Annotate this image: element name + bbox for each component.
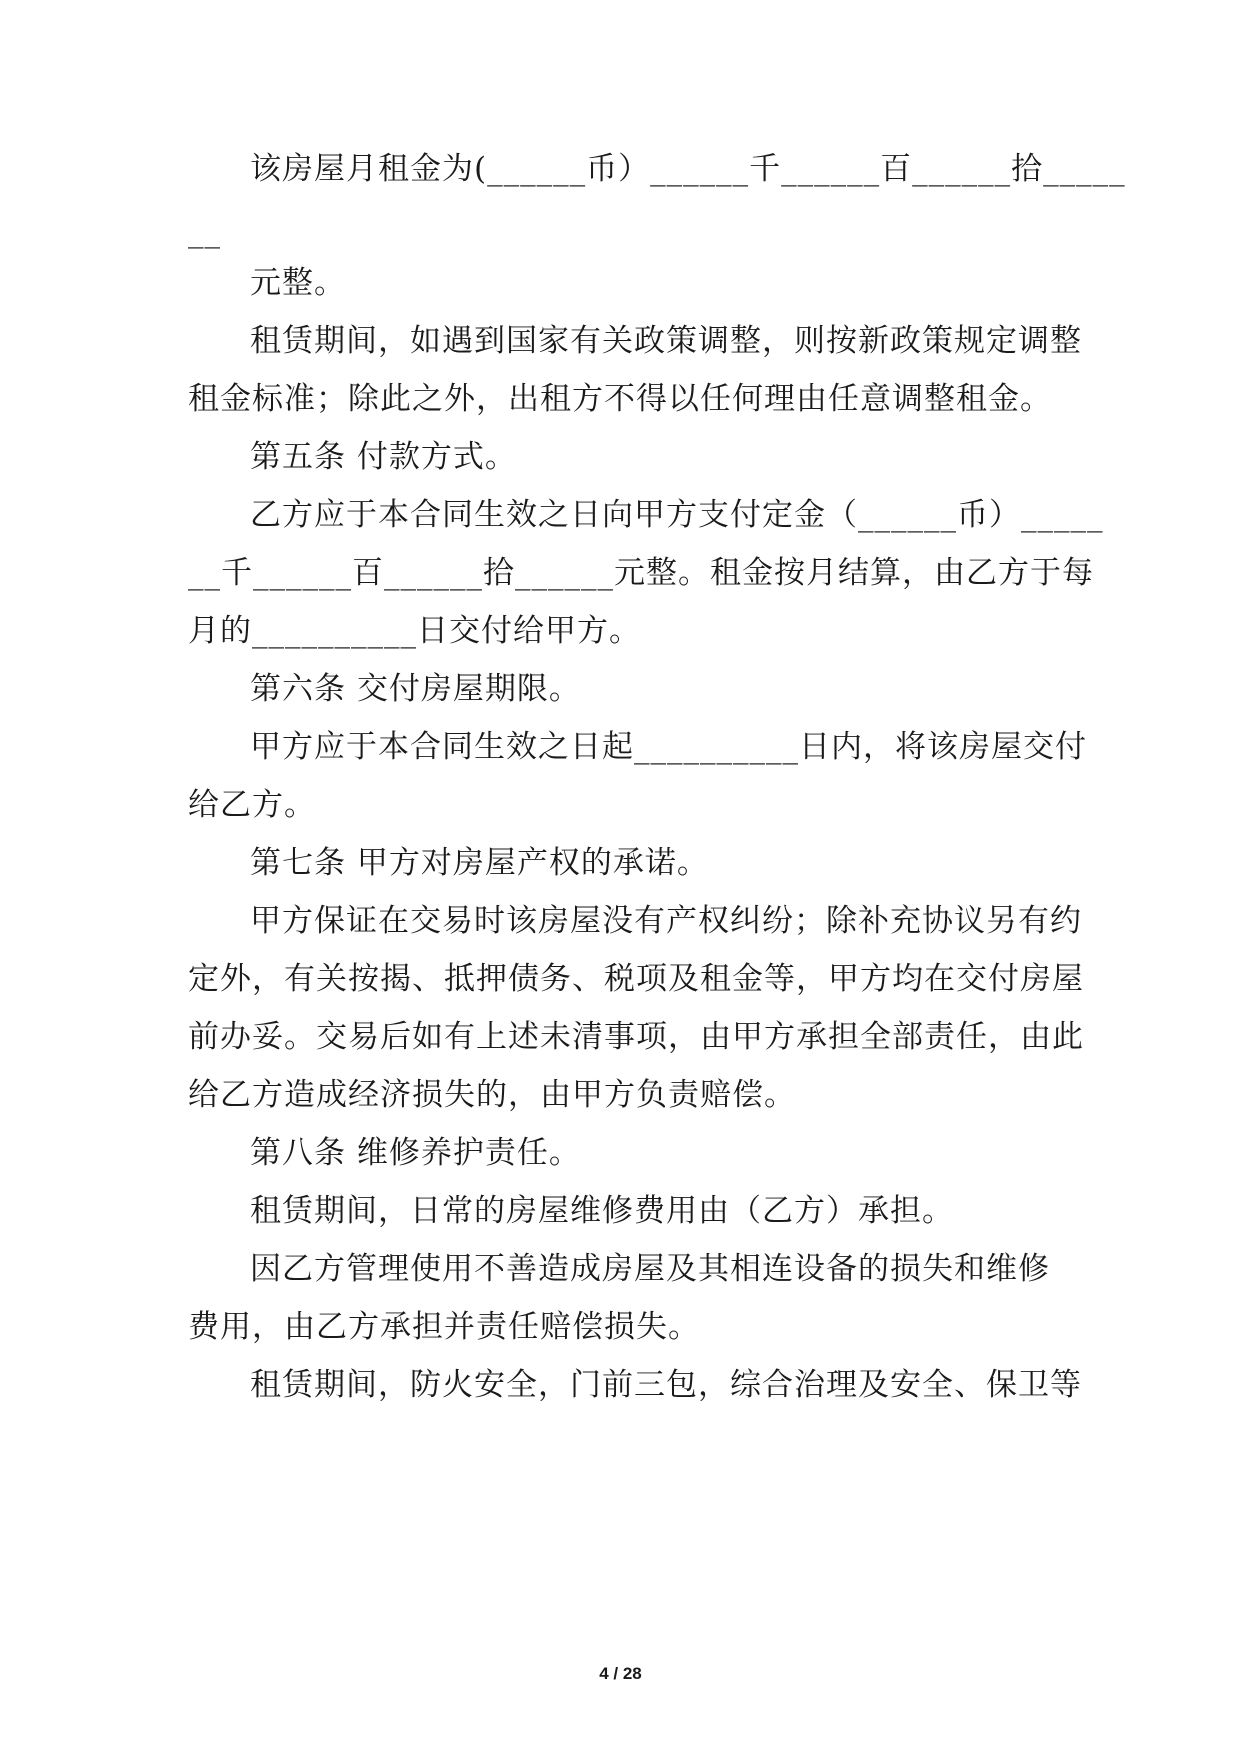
text-line: 月的__________日交付给甲方。 xyxy=(188,613,641,649)
text-line: 因乙方管理使用不善造成房屋及其相连设备的损失和维修 xyxy=(250,1251,1050,1287)
text-line: 给乙方。 xyxy=(188,787,316,823)
text-line: 该房屋月租金为(______币）______千______百______拾_____ xyxy=(250,151,1126,187)
text-line: 租赁期间，防火安全，门前三包，综合治理及安全、保卫等 xyxy=(250,1367,1082,1403)
section-heading: 第八条 维修养护责任。 xyxy=(250,1135,581,1171)
section-heading: 第五条 付款方式。 xyxy=(250,439,517,475)
text-line: 给乙方造成经济损失的，由甲方负责赔偿。 xyxy=(188,1077,796,1113)
text-line: __ xyxy=(188,213,221,249)
text-line: 前办妥。交易后如有上述未清事项，由甲方承担全部责任，由此 xyxy=(188,1019,1084,1055)
text-line: 租赁期间，日常的房屋维修费用由（乙方）承担。 xyxy=(250,1193,954,1229)
section-heading: 第六条 交付房屋期限。 xyxy=(250,671,581,707)
text-line: 定外，有关按揭、抵押债务、税项及租金等，甲方均在交付房屋 xyxy=(188,961,1084,997)
text-line: 元整。 xyxy=(250,265,346,301)
text-line: 费用，由乙方承担并责任赔偿损失。 xyxy=(188,1309,700,1345)
text-line: 乙方应于本合同生效之日向甲方支付定金（______币）_____ xyxy=(250,497,1104,533)
text-line: 甲方保证在交易时该房屋没有产权纠纷；除补充协议另有约 xyxy=(250,903,1082,939)
text-line: 甲方应于本合同生效之日起__________日内，将该房屋交付 xyxy=(250,729,1087,765)
page-number: 4 / 28 xyxy=(599,1664,642,1683)
text-line: 租金标准；除此之外，出租方不得以任何理由任意调整租金。 xyxy=(188,381,1052,417)
section-heading: 第七条 甲方对房屋产权的承诺。 xyxy=(250,845,709,881)
text-line: 租赁期间，如遇到国家有关政策调整，则按新政策规定调整 xyxy=(250,323,1082,359)
text-line: __千______百______拾______元整。租金按月结算，由乙方于每 xyxy=(188,555,1094,591)
